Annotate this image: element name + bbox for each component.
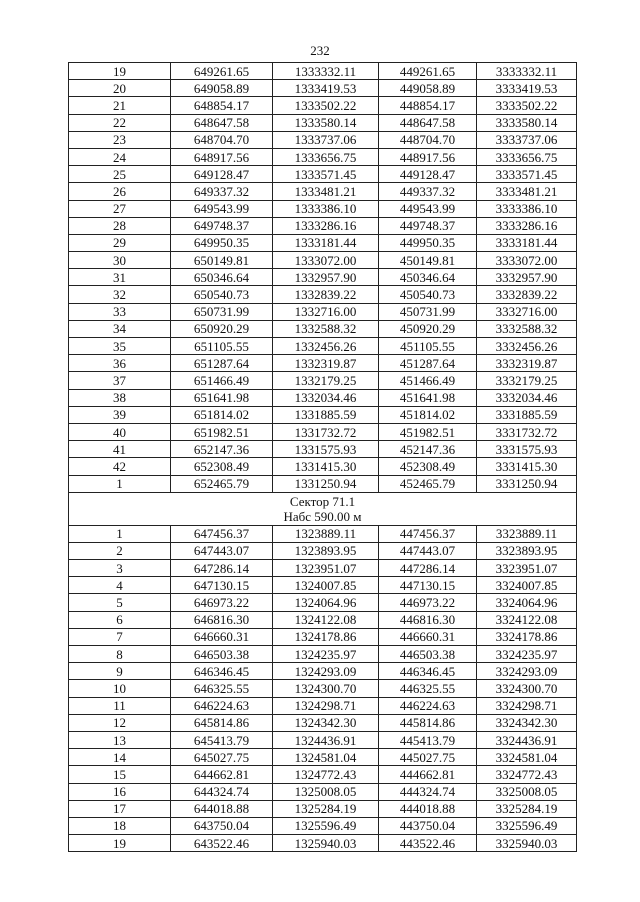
table-row [69, 252, 577, 269]
coordinate-cell: 3331415.30 [477, 458, 577, 475]
coordinate-cell: 1333419.53 [273, 80, 379, 97]
coordinate-cell: 644324.74 [171, 783, 273, 800]
coordinate-cell: 649128.47 [171, 166, 273, 183]
table-row [69, 372, 577, 389]
coordinate-cell: 3331732.72 [477, 423, 577, 440]
table-row [69, 800, 577, 817]
coordinate-cell: 3325284.19 [477, 800, 577, 817]
point-number-cell: 42 [69, 458, 171, 475]
coordinate-cell: 1332588.32 [273, 320, 379, 337]
point-number-cell: 3 [69, 560, 171, 577]
coordinate-cell: 1333072.00 [273, 252, 379, 269]
coordinate-cell: 3325596.49 [477, 817, 577, 834]
coordinate-cell: 3323893.95 [477, 542, 577, 559]
table-row [69, 611, 577, 628]
coordinate-cell: 647286.14 [171, 560, 273, 577]
coordinates-table [68, 62, 577, 852]
table-row [69, 114, 577, 131]
coordinate-cell: 1333571.45 [273, 166, 379, 183]
point-number-cell: 18 [69, 817, 171, 834]
coordinate-cell: 1332957.90 [273, 269, 379, 286]
section-header-row [69, 492, 577, 525]
coordinate-cell: 449261.65 [379, 63, 477, 80]
coordinate-cell: 652308.49 [171, 458, 273, 475]
point-number-cell: 36 [69, 355, 171, 372]
point-number-cell: 19 [69, 835, 171, 852]
coordinate-cell: 1333580.14 [273, 114, 379, 131]
coordinate-cell: 445814.86 [379, 714, 477, 731]
coordinate-cell: 3332034.46 [477, 389, 577, 406]
coordinate-cell: 451982.51 [379, 423, 477, 440]
point-number-cell: 2 [69, 542, 171, 559]
coordinate-cell: 1324298.71 [273, 697, 379, 714]
coordinate-cell: 1323893.95 [273, 542, 379, 559]
coordinate-cell: 443522.46 [379, 835, 477, 852]
table-row [69, 475, 577, 492]
point-number-cell: 34 [69, 320, 171, 337]
point-number-cell: 29 [69, 234, 171, 251]
point-number-cell: 21 [69, 97, 171, 114]
table-row [69, 646, 577, 663]
coordinate-cell: 1324436.91 [273, 731, 379, 748]
coordinate-cell: 649337.32 [171, 183, 273, 200]
coordinate-cell: 450346.64 [379, 269, 477, 286]
coordinate-cell: 446816.30 [379, 611, 477, 628]
point-number-cell: 11 [69, 697, 171, 714]
coordinate-cell: 649543.99 [171, 200, 273, 217]
table-row [69, 80, 577, 97]
table-row [69, 217, 577, 234]
table-row [69, 542, 577, 559]
coordinate-cell: 3324581.04 [477, 749, 577, 766]
coordinate-cell: 650149.81 [171, 252, 273, 269]
coordinate-cell: 646973.22 [171, 594, 273, 611]
coordinate-cell: 3324436.91 [477, 731, 577, 748]
coordinate-cell: 3333502.22 [477, 97, 577, 114]
coordinate-cell: 650920.29 [171, 320, 273, 337]
coordinate-cell: 452308.49 [379, 458, 477, 475]
table-row [69, 749, 577, 766]
coordinate-cell: 449950.35 [379, 234, 477, 251]
point-number-cell: 20 [69, 80, 171, 97]
coordinate-cell: 3331250.94 [477, 475, 577, 492]
table-row [69, 817, 577, 834]
coordinate-cell: 1332456.26 [273, 338, 379, 355]
coordinates-block-1 [69, 63, 577, 493]
point-number-cell: 38 [69, 389, 171, 406]
coordinate-cell: 3331575.93 [477, 441, 577, 458]
page-number: 232 [310, 43, 330, 58]
point-number-cell: 15 [69, 766, 171, 783]
coordinate-cell: 3324298.71 [477, 697, 577, 714]
point-number-cell: 37 [69, 372, 171, 389]
coordinate-cell: 1324122.08 [273, 611, 379, 628]
table-row [69, 594, 577, 611]
point-number-cell: 8 [69, 646, 171, 663]
coordinate-cell: 1333502.22 [273, 97, 379, 114]
coordinate-cell: 449128.47 [379, 166, 477, 183]
coordinate-cell: 3333481.21 [477, 183, 577, 200]
coordinate-cell: 1331885.59 [273, 406, 379, 423]
coordinate-cell: 1332319.87 [273, 355, 379, 372]
table-row [69, 697, 577, 714]
point-number-cell: 13 [69, 731, 171, 748]
coordinate-cell: 1325596.49 [273, 817, 379, 834]
coordinate-cell: 1331415.30 [273, 458, 379, 475]
coordinate-cell: 450540.73 [379, 286, 477, 303]
point-number-cell: 24 [69, 148, 171, 165]
coordinate-cell: 3325940.03 [477, 835, 577, 852]
coordinate-cell: 1325284.19 [273, 800, 379, 817]
coordinate-cell: 448917.56 [379, 148, 477, 165]
coordinate-cell: 3332839.22 [477, 286, 577, 303]
table-row [69, 389, 577, 406]
coordinate-cell: 644018.88 [171, 800, 273, 817]
point-number-cell: 1 [69, 475, 171, 492]
coordinate-cell: 650540.73 [171, 286, 273, 303]
point-number-cell: 28 [69, 217, 171, 234]
coordinate-cell: 1324293.09 [273, 663, 379, 680]
table-row [69, 286, 577, 303]
coordinate-cell: 1324581.04 [273, 749, 379, 766]
coordinate-cell: 3324293.09 [477, 663, 577, 680]
point-number-cell: 26 [69, 183, 171, 200]
coordinate-cell: 3324235.97 [477, 646, 577, 663]
table-row [69, 577, 577, 594]
coordinate-cell: 1331575.93 [273, 441, 379, 458]
coordinate-cell: 650346.64 [171, 269, 273, 286]
coordinate-cell: 446973.22 [379, 594, 477, 611]
table-row [69, 731, 577, 748]
coordinate-cell: 645027.75 [171, 749, 273, 766]
point-number-cell: 25 [69, 166, 171, 183]
table-row [69, 166, 577, 183]
coordinate-cell: 446503.38 [379, 646, 477, 663]
coordinate-cell: 643522.46 [171, 835, 273, 852]
coordinate-cell: 3333072.00 [477, 252, 577, 269]
table-row [69, 63, 577, 80]
coordinate-cell: 652147.36 [171, 441, 273, 458]
table-row [69, 148, 577, 165]
coordinate-cell: 647130.15 [171, 577, 273, 594]
coordinate-cell: 451105.55 [379, 338, 477, 355]
section-header-cell [69, 492, 577, 525]
point-number-cell: 7 [69, 628, 171, 645]
coordinate-cell: 3325008.05 [477, 783, 577, 800]
table-row [69, 269, 577, 286]
coordinate-cell: 1324300.70 [273, 680, 379, 697]
point-number-cell: 9 [69, 663, 171, 680]
coordinate-cell: 1331250.94 [273, 475, 379, 492]
coordinate-cell: 646224.63 [171, 697, 273, 714]
coordinate-cell: 452147.36 [379, 441, 477, 458]
coordinate-cell: 451641.98 [379, 389, 477, 406]
table-row [69, 355, 577, 372]
coordinate-cell: 3331885.59 [477, 406, 577, 423]
coordinate-cell: 3333286.16 [477, 217, 577, 234]
coordinate-cell: 1331732.72 [273, 423, 379, 440]
coordinate-cell: 651982.51 [171, 423, 273, 440]
coordinate-cell: 649950.35 [171, 234, 273, 251]
coordinate-cell: 450149.81 [379, 252, 477, 269]
table-row [69, 628, 577, 645]
table-row [69, 663, 577, 680]
table-row [69, 525, 577, 542]
coordinate-cell: 3332957.90 [477, 269, 577, 286]
coordinate-cell: 646346.45 [171, 663, 273, 680]
table-row [69, 406, 577, 423]
table-row [69, 320, 577, 337]
point-number-cell: 19 [69, 63, 171, 80]
point-number-cell: 41 [69, 441, 171, 458]
coordinate-cell: 450731.99 [379, 303, 477, 320]
coordinate-cell: 446325.55 [379, 680, 477, 697]
coordinate-cell: 444662.81 [379, 766, 477, 783]
coordinate-cell: 1324064.96 [273, 594, 379, 611]
coordinate-cell: 1333332.11 [273, 63, 379, 80]
coordinate-cell: 1324178.86 [273, 628, 379, 645]
coordinate-cell: 3323951.07 [477, 560, 577, 577]
coordinate-cell: 649261.65 [171, 63, 273, 80]
coordinate-cell: 448854.17 [379, 97, 477, 114]
point-number-cell: 39 [69, 406, 171, 423]
point-number-cell: 17 [69, 800, 171, 817]
coordinate-cell: 447286.14 [379, 560, 477, 577]
coordinate-cell: 3332588.32 [477, 320, 577, 337]
coordinate-cell: 3333386.10 [477, 200, 577, 217]
coordinate-cell: 451814.02 [379, 406, 477, 423]
coordinate-cell: 3333571.45 [477, 166, 577, 183]
point-number-cell: 32 [69, 286, 171, 303]
table-row [69, 97, 577, 114]
coordinate-cell: 1333286.16 [273, 217, 379, 234]
coordinate-cell: 651466.49 [171, 372, 273, 389]
coordinate-cell: 447443.07 [379, 542, 477, 559]
point-number-cell: 22 [69, 114, 171, 131]
section-title: Сектор 71.1 [289, 493, 356, 509]
point-number-cell: 23 [69, 131, 171, 148]
point-number-cell: 31 [69, 269, 171, 286]
coordinate-cell: 648647.58 [171, 114, 273, 131]
table-row [69, 303, 577, 320]
coordinate-cell: 448704.70 [379, 131, 477, 148]
coordinate-cell: 1325940.03 [273, 835, 379, 852]
coordinate-cell: 449543.99 [379, 200, 477, 217]
table-row [69, 766, 577, 783]
coordinate-cell: 1324007.85 [273, 577, 379, 594]
point-number-cell: 30 [69, 252, 171, 269]
coordinate-cell: 1323951.07 [273, 560, 379, 577]
table-row [69, 835, 577, 852]
point-number-cell: 40 [69, 423, 171, 440]
coordinate-cell: 445027.75 [379, 749, 477, 766]
table-row [69, 458, 577, 475]
coordinate-cell: 449337.32 [379, 183, 477, 200]
coordinate-cell: 1333481.21 [273, 183, 379, 200]
coordinate-cell: 646816.30 [171, 611, 273, 628]
coordinate-cell: 452465.79 [379, 475, 477, 492]
coordinate-cell: 444018.88 [379, 800, 477, 817]
coordinate-cell: 3324300.70 [477, 680, 577, 697]
point-number-cell: 1 [69, 525, 171, 542]
table-row [69, 783, 577, 800]
coordinate-cell: 3332179.25 [477, 372, 577, 389]
coordinate-cell: 3324178.86 [477, 628, 577, 645]
point-number-cell: 6 [69, 611, 171, 628]
coordinate-cell: 451287.64 [379, 355, 477, 372]
coordinate-cell: 1333181.44 [273, 234, 379, 251]
table-row [69, 200, 577, 217]
coordinate-cell: 1332716.00 [273, 303, 379, 320]
coordinate-cell: 3332319.87 [477, 355, 577, 372]
coordinate-cell: 1324342.30 [273, 714, 379, 731]
coordinate-cell: 644662.81 [171, 766, 273, 783]
coordinate-cell: 645814.86 [171, 714, 273, 731]
coordinate-cell: 3333419.53 [477, 80, 577, 97]
coordinate-cell: 651105.55 [171, 338, 273, 355]
coordinate-cell: 3324122.08 [477, 611, 577, 628]
table-row [69, 560, 577, 577]
coordinate-cell: 1333656.75 [273, 148, 379, 165]
coordinate-cell: 3333332.11 [477, 63, 577, 80]
coordinate-cell: 1333737.06 [273, 131, 379, 148]
coordinate-cell: 444324.74 [379, 783, 477, 800]
coordinate-cell: 450920.29 [379, 320, 477, 337]
coordinate-cell: 647443.07 [171, 542, 273, 559]
coordinate-cell: 447456.37 [379, 525, 477, 542]
coordinate-cell: 446224.63 [379, 697, 477, 714]
coordinate-cell: 646660.31 [171, 628, 273, 645]
coordinate-cell: 1332839.22 [273, 286, 379, 303]
coordinate-cell: 3333737.06 [477, 131, 577, 148]
point-number-cell: 16 [69, 783, 171, 800]
coordinate-cell: 1323889.11 [273, 525, 379, 542]
coordinate-cell: 3332716.00 [477, 303, 577, 320]
point-number-cell: 4 [69, 577, 171, 594]
coordinate-cell: 647456.37 [171, 525, 273, 542]
section-subtitle: Набс 590.00 м [283, 508, 362, 524]
coordinate-cell: 1325008.05 [273, 783, 379, 800]
coordinate-cell: 646325.55 [171, 680, 273, 697]
coordinate-cell: 648854.17 [171, 97, 273, 114]
coordinate-cell: 652465.79 [171, 475, 273, 492]
table-row [69, 183, 577, 200]
coordinate-cell: 643750.04 [171, 817, 273, 834]
coordinate-cell: 446660.31 [379, 628, 477, 645]
coordinate-cell: 648704.70 [171, 131, 273, 148]
coordinate-cell: 651814.02 [171, 406, 273, 423]
coordinate-cell: 649748.37 [171, 217, 273, 234]
coordinate-cell: 3333181.44 [477, 234, 577, 251]
coordinate-cell: 448647.58 [379, 114, 477, 131]
point-number-cell: 5 [69, 594, 171, 611]
coordinate-cell: 1324772.43 [273, 766, 379, 783]
table-row [69, 131, 577, 148]
coordinate-cell: 3324772.43 [477, 766, 577, 783]
table-row [69, 680, 577, 697]
coordinate-cell: 3332456.26 [477, 338, 577, 355]
coordinates-block-2 [69, 525, 577, 852]
coordinate-cell: 1332179.25 [273, 372, 379, 389]
coordinate-cell: 1333386.10 [273, 200, 379, 217]
coordinate-cell: 446346.45 [379, 663, 477, 680]
coordinate-cell: 3324007.85 [477, 577, 577, 594]
table-row [69, 234, 577, 251]
coordinate-cell: 1332034.46 [273, 389, 379, 406]
coordinate-cell: 3324064.96 [477, 594, 577, 611]
point-number-cell: 14 [69, 749, 171, 766]
point-number-cell: 27 [69, 200, 171, 217]
point-number-cell: 35 [69, 338, 171, 355]
coordinate-cell: 651287.64 [171, 355, 273, 372]
coordinate-cell: 651641.98 [171, 389, 273, 406]
coordinate-cell: 3323889.11 [477, 525, 577, 542]
coordinate-cell: 646503.38 [171, 646, 273, 663]
coordinate-cell: 445413.79 [379, 731, 477, 748]
coordinate-cell: 649058.89 [171, 80, 273, 97]
coordinate-cell: 449748.37 [379, 217, 477, 234]
table-row [69, 714, 577, 731]
point-number-cell: 33 [69, 303, 171, 320]
table-row [69, 441, 577, 458]
coordinate-cell: 3333580.14 [477, 114, 577, 131]
coordinate-cell: 449058.89 [379, 80, 477, 97]
coordinate-cell: 451466.49 [379, 372, 477, 389]
coordinate-cell: 1324235.97 [273, 646, 379, 663]
coordinate-cell: 648917.56 [171, 148, 273, 165]
point-number-cell: 12 [69, 714, 171, 731]
coordinate-cell: 645413.79 [171, 731, 273, 748]
coordinate-cell: 650731.99 [171, 303, 273, 320]
table-row [69, 338, 577, 355]
coordinate-cell: 3324342.30 [477, 714, 577, 731]
table-row [69, 423, 577, 440]
coordinate-cell: 443750.04 [379, 817, 477, 834]
point-number-cell: 10 [69, 680, 171, 697]
coordinate-cell: 447130.15 [379, 577, 477, 594]
coordinate-cell: 3333656.75 [477, 148, 577, 165]
